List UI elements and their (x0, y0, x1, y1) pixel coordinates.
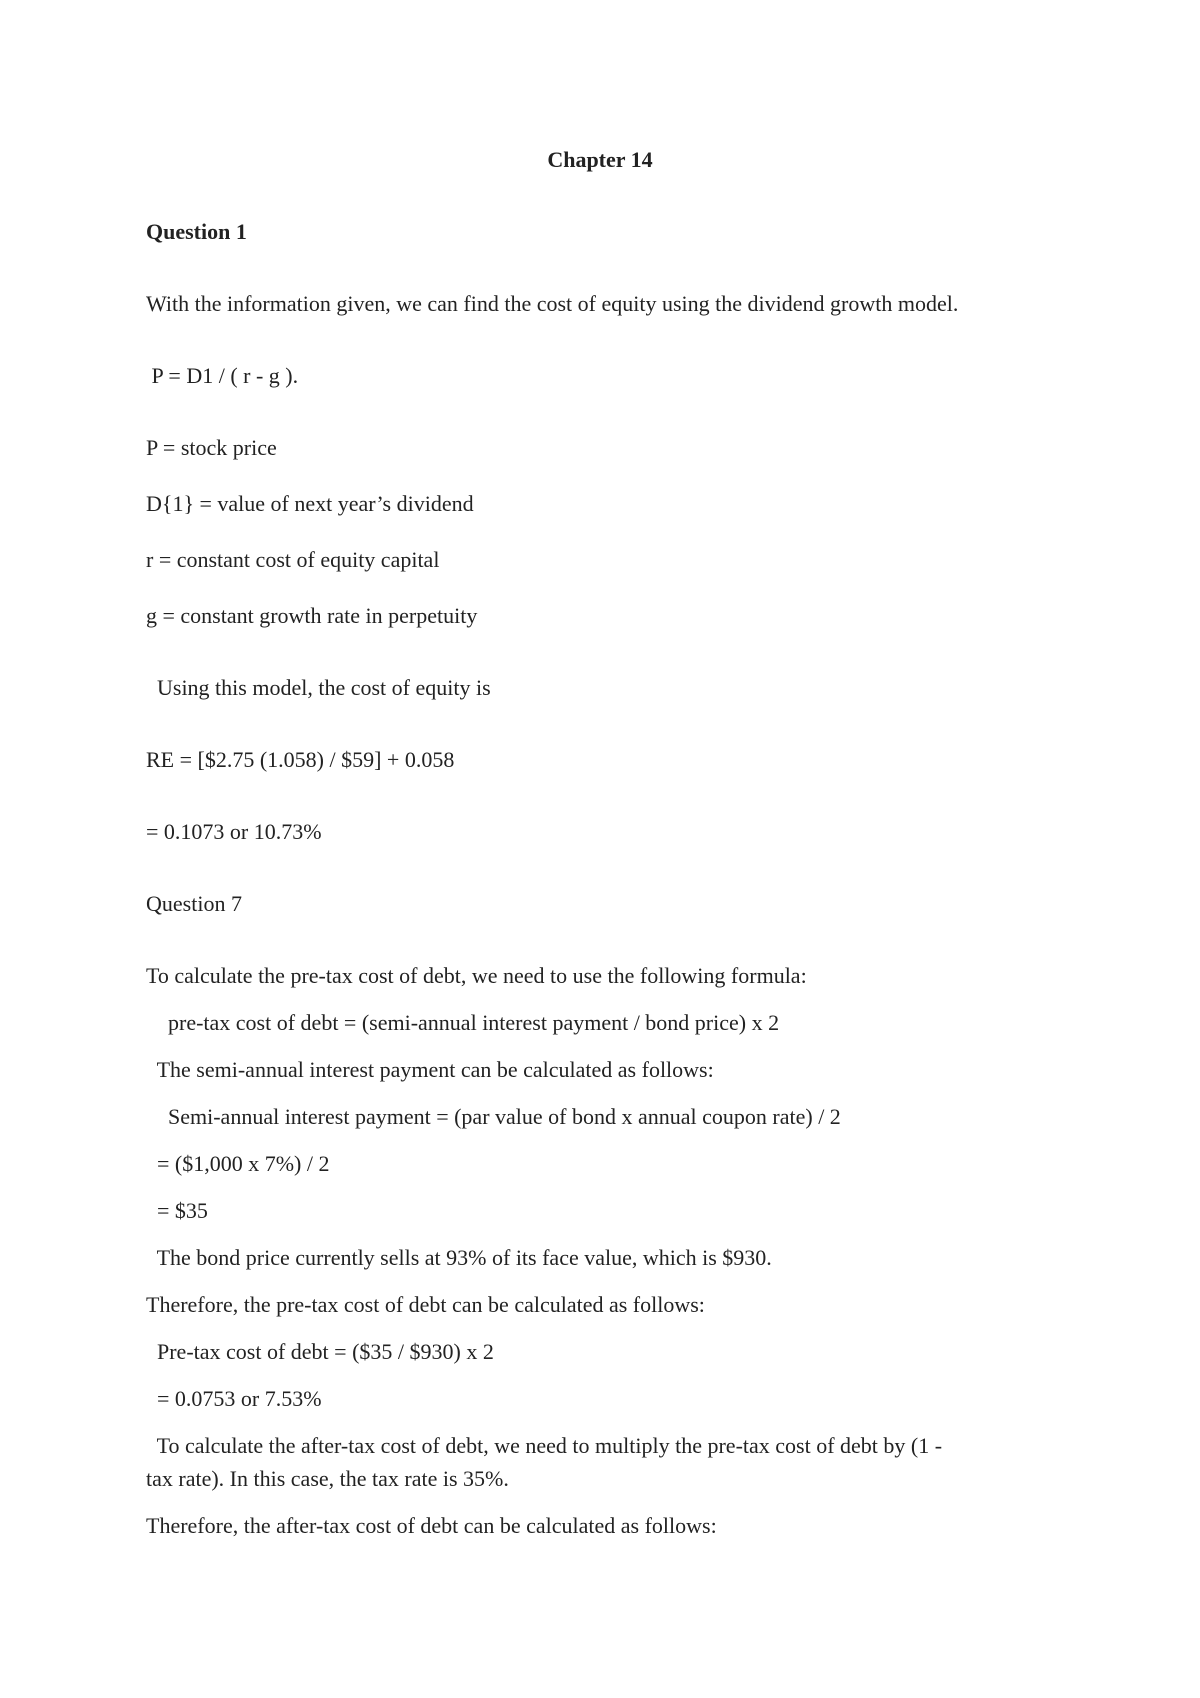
pretax-result: = 0.0753 or 7.53% (146, 1386, 322, 1411)
pretax-formula: pre-tax cost of debt = (semi-annual interest payment / bond price) x 2 (146, 1010, 780, 1035)
therefore-pretax-text: Therefore, the pre-tax cost of debt can be calculated as follows: (146, 1292, 705, 1317)
re-calculation: RE = [$2.75 (1.058) / $59] + 0.058 (146, 747, 455, 772)
pretax-calculation: Pre-tax cost of debt = ($35 / $930) x 2 (146, 1339, 494, 1364)
definition-g: g = constant growth rate in perpetuity (146, 603, 478, 628)
semi-annual-calculation: = ($1,000 x 7%) / 2 (146, 1151, 330, 1176)
semi-annual-result: = $35 (146, 1198, 208, 1223)
chapter-title: Chapter 14 (547, 147, 653, 172)
definition-d1: D{1} = value of next year’s dividend (146, 491, 474, 516)
question-1-intro: With the information given, we can find the cost of equity using the dividend growth model. (146, 291, 959, 316)
definition-r: r = constant cost of equity capital (146, 547, 440, 572)
definition-p: P = stock price (146, 435, 277, 460)
dividend-growth-formula: P = D1 / ( r - g ). (146, 363, 299, 388)
therefore-aftertax-text: Therefore, the after-tax cost of debt can be calculated as follows: (146, 1513, 717, 1538)
re-result: = 0.1073 or 10.73% (146, 819, 322, 844)
aftertax-intro-line-2: tax rate). In this case, the tax rate is 35%. (146, 1466, 509, 1491)
question-7-heading: Question 7 (146, 891, 242, 916)
question-1-heading: Question 1 (146, 219, 247, 244)
semi-annual-formula: Semi-annual interest payment = (par value of bond x annual coupon rate) / 2 (146, 1104, 841, 1129)
bond-price-text: The bond price currently sells at 93% of its face value, which is $930. (146, 1245, 772, 1270)
aftertax-intro-line-1: To calculate the after-tax cost of debt, we need to multiply the pre-tax cost of debt by (1 - (146, 1433, 943, 1458)
semi-annual-intro: The semi-annual interest payment can be calculated as follows: (146, 1057, 714, 1082)
using-model-text: Using this model, the cost of equity is (146, 675, 491, 700)
question-7-intro: To calculate the pre-tax cost of debt, we need to use the following formula: (146, 963, 807, 988)
